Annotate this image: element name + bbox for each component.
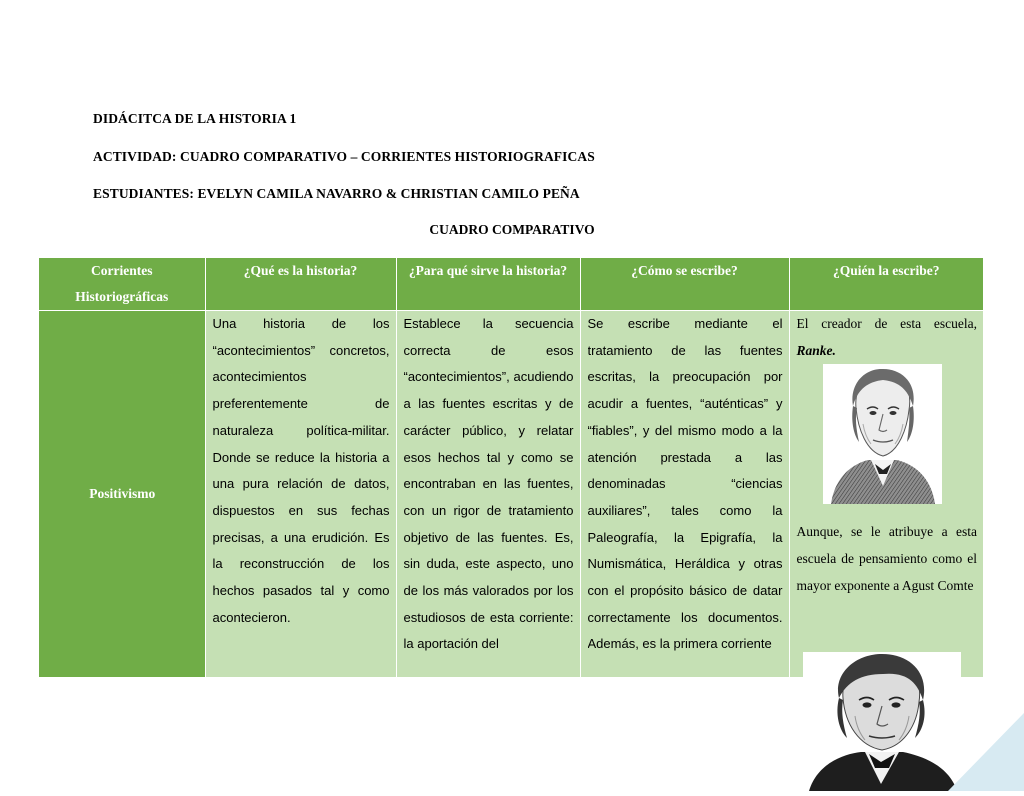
quien-name: Ranke. [796, 342, 836, 358]
header-que-es: ¿Qué es la historia? [205, 258, 396, 311]
como-text: Se escribe mediante el tratamiento de las fuentes escritas, la preocupación por acudir a fuentes, “auténticas” y “fiables”, y del mismo modo a la atención prestada a las denominadas “ciencias auxiliares”, tales como la Paleografía, la Epigrafía, la Numismática, Heráldica y otras con el propósito básico de datar correctamente los documentos. Además, es la primera corriente [587, 316, 783, 652]
header-como: ¿Cómo se escribe? [580, 258, 789, 311]
que-es-text: Una historia de los “acontecimientos” concretos, acontecimientos preferentemente de naturaleza política-militar. Donde se reduce la historia a una pura relación de datos, dispuestos en sus fechas precisas, a una erudición. Es la reconstrucción de los hechos pasados tal y como acontecieron. [212, 316, 390, 625]
cell-que-es [205, 311, 396, 678]
quien-intro: El creador de esta escuela, [796, 316, 977, 331]
table-header-row [39, 258, 983, 311]
students-line: ESTUDIANTES: EVELYN CAMILA NAVARRO & CHRISTIAN CAMILO PEÑA [93, 186, 580, 201]
cell-corriente: Positivismo [39, 311, 205, 678]
header-para-que: ¿Para qué sirve la historia? [396, 258, 580, 311]
para-que-text: Establece la secuencia correcta de esos “acontecimientos”, acudiendo a las fuentes escritas y de carácter público, y relatar esos hechos tal y como se encontraban en las fuentes, con un rigor de tratamiento objetivo de las fuentes. Es, sin duda, este aspecto, uno de los más valorados por los estudiosos de esta corriente: la aportación del [403, 316, 574, 652]
ranke-portrait [823, 364, 942, 504]
header-quien: ¿Quién la escribe? [789, 258, 983, 311]
ranke-portrait-image [823, 364, 942, 504]
corner-decoration [948, 713, 1024, 791]
course-title: DIDÁCITCA DE LA HISTORIA 1 [93, 111, 297, 126]
activity-title: ACTIVIDAD: CUADRO COMPARATIVO – CORRIENTES HISTORIOGRAFICAS [93, 149, 595, 164]
comte-portrait [803, 652, 961, 791]
quien-extra: Aunque, se le atribuye a esta escuela de pensamiento como el mayor exponente a Agust Comte [796, 524, 977, 593]
table-title: CUADRO COMPARATIVO [429, 222, 595, 237]
comte-portrait-image [803, 652, 961, 791]
header-corrientes: Corrientes Historiográficas [39, 258, 205, 311]
cell-para-que [396, 311, 580, 678]
cell-como [580, 311, 789, 678]
